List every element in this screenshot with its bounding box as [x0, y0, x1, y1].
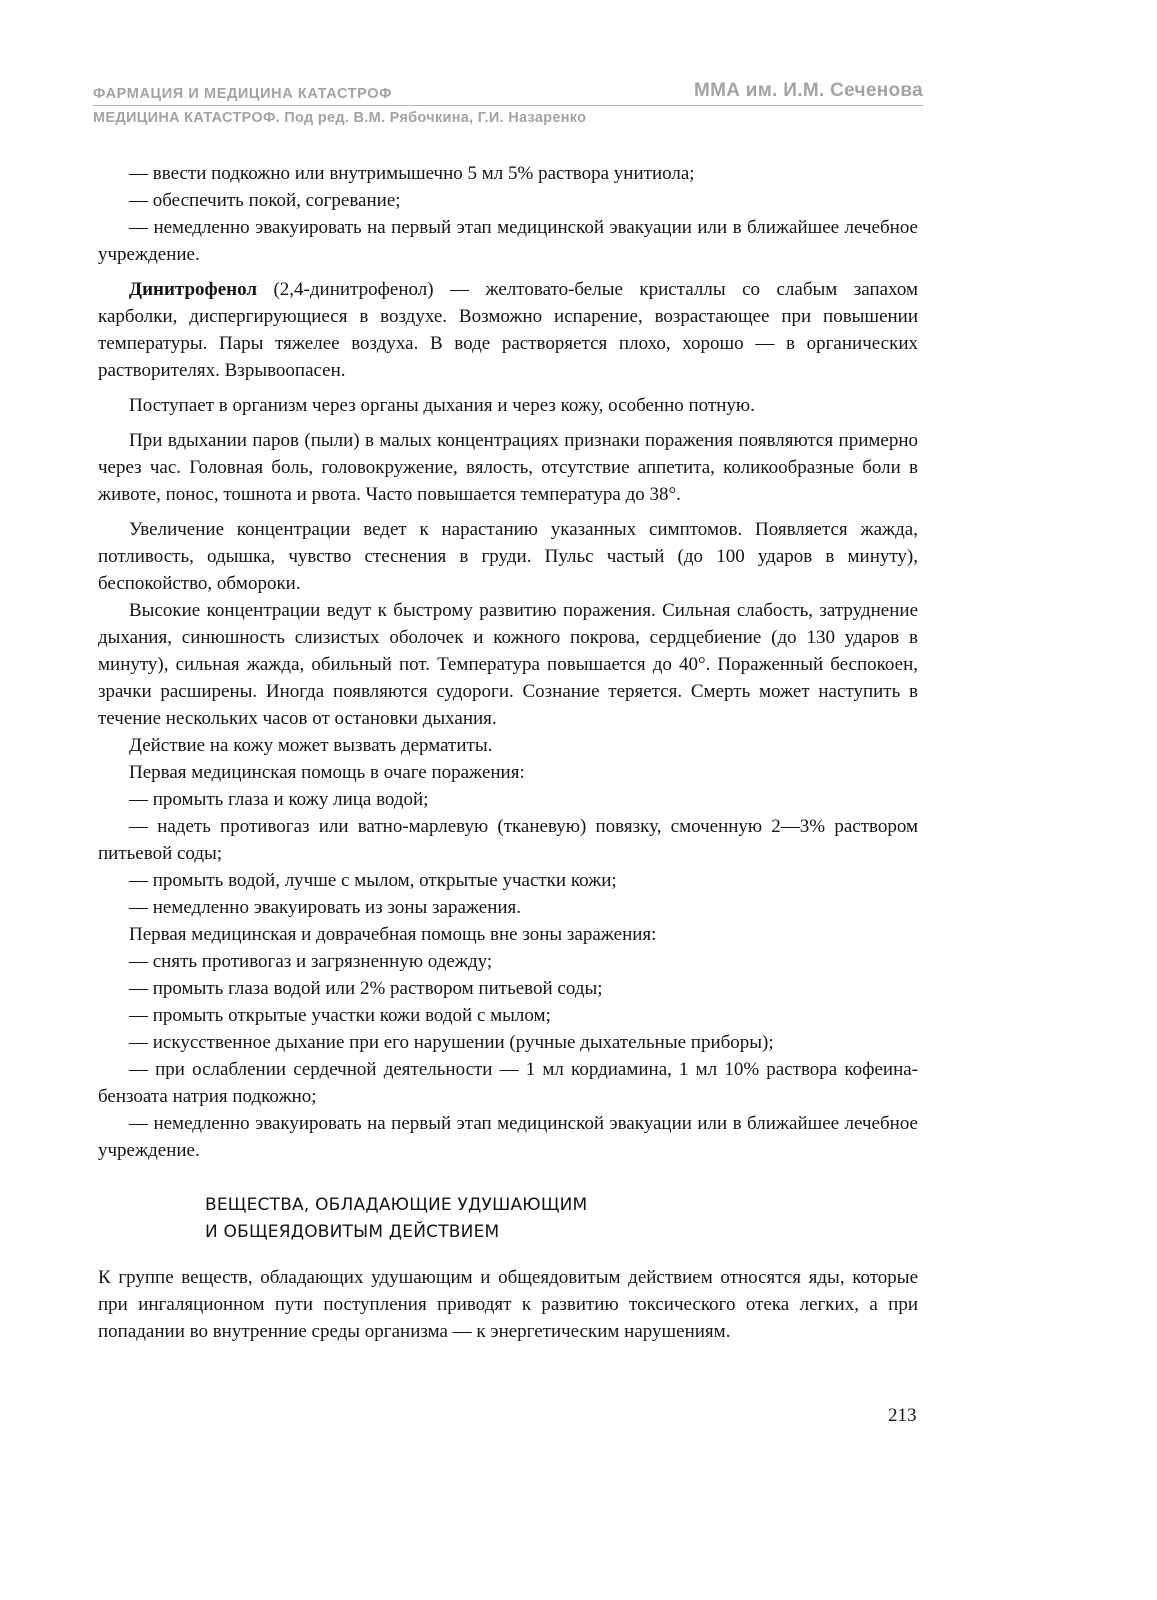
paragraph: Высокие концентрации ведут к быстрому развитию поражения. Сильная слабость, затруднение дыхания, синюшность слизистых оболочек и кожного покрова, сердцебиение (до 130 ударов в минуту), сильная жажда, обильный пот. Температура повышается до 40°. Пораженный беспокоен, зрачки расширены. Иногда появляются судороги. Сознание теряется. Смерть может наступить в течение нескольких часов от остановки дыхания.	[98, 600, 918, 729]
paragraph: Первая медицинская и доврачебная помощь вне зоны заражения:	[129, 924, 657, 945]
page-number: 213	[888, 1405, 917, 1426]
section-heading	[205, 1192, 587, 1246]
term-description: (2,4-динитрофенол) — желтовато-белые кристаллы со слабым запахом карболки, диспергирующиеся в воздухе. Возможно испарение, возрастающее при повышении температуры. Пары тяжелее воздуха. В воде растворяется плохо, хорошо — в органических растворителях. Взрывоопасен.	[98, 279, 918, 381]
paragraph: Поступает в организм через органы дыхания и через кожу, особенно потную.	[129, 395, 755, 416]
section-intro-paragraph: К группе веществ, обладающих удушающим и общеядовитым действием относятся яды, которые при ингаляционном пути поступления приводят к развитию токсического отека легких, а при попадании во внутренние среды организма — к энергетическим нарушениям.	[98, 1267, 918, 1342]
list-item: — немедленно эвакуировать из зоны заражения.	[129, 897, 522, 918]
header-book-title: МЕДИЦИНА КАТАСТРОФ. Под ред. В.М. Рябочкина, Г.И. Назаренко	[93, 110, 587, 126]
page-body	[98, 160, 918, 1164]
header-series-title: ФАРМАЦИЯ И МЕДИЦИНА КАТАСТРОФ	[93, 86, 393, 102]
paragraph: — ввести подкожно или внутримышечно 5 мл 5% раствора унитиола;	[129, 163, 695, 184]
paragraph-dinitrophenol	[98, 276, 918, 384]
list-item: — промыть открытые участки кожи водой с мылом;	[129, 1005, 551, 1026]
paragraph: Первая медицинская помощь в очаге поражения:	[129, 762, 525, 783]
section-heading-line: ВЕЩЕСТВА, ОБЛАДАЮЩИЕ УДУШАЮЩИМ	[205, 1195, 588, 1215]
list-item: — искусственное дыхание при его нарушении (ручные дыхательные приборы);	[129, 1032, 774, 1053]
term-dinitrophenol: Динитрофенол	[129, 279, 257, 300]
paragraph: Увеличение концентрации ведет к нарастанию указанных симптомов. Появляется жажда, потливость, одышка, чувство стеснения в груди. Пульс частый (до 100 ударов в минуту), беспокойство, обмороки.	[98, 519, 918, 594]
list-item: — немедленно эвакуировать на первый этап медицинской эвакуации или в ближайшее лечебное учреждение.	[98, 1113, 918, 1161]
header-row	[93, 80, 923, 106]
list-item: — надеть противогаз или ватно-марлевую (тканевую) повязку, смоченную 2—3% раствором питьевой соды;	[98, 816, 918, 864]
header-publisher: ММА им. И.М. Сеченова	[693, 80, 923, 101]
paragraph: При вдыхании паров (пыли) в малых концентрациях признаки поражения появляются примерно через час. Головная боль, головокружение, вялость, отсутствие аппетита, коликообразные боли в животе, понос, тошнота и рвота. Часто повышается температура до 38°.	[98, 430, 918, 505]
list-item: — промыть глаза водой или 2% раствором питьевой соды;	[129, 978, 603, 999]
paragraph: Действие на кожу может вызвать дерматиты.	[129, 735, 493, 756]
list-item: — при ослаблении сердечной деятельности — 1 мл кордиамина, 1 мл 10% раствора кофеина-бензоата натрия подкожно;	[98, 1059, 918, 1107]
running-header	[93, 80, 923, 126]
list-item: — промыть водой, лучше с мылом, открытые участки кожи;	[129, 870, 617, 891]
section-heading-line: И ОБЩЕЯДОВИТЫМ ДЕЙСТВИЕМ	[205, 1222, 500, 1242]
section-body	[98, 1264, 918, 1345]
paragraph: — немедленно эвакуировать на первый этап медицинской эвакуации или в ближайшее лечебное учреждение.	[98, 217, 918, 265]
list-item: — снять противогаз и загрязненную одежду;	[129, 951, 493, 972]
list-item: — промыть глаза и кожу лица водой;	[129, 789, 429, 810]
paragraph: — обеспечить покой, согревание;	[129, 190, 401, 211]
